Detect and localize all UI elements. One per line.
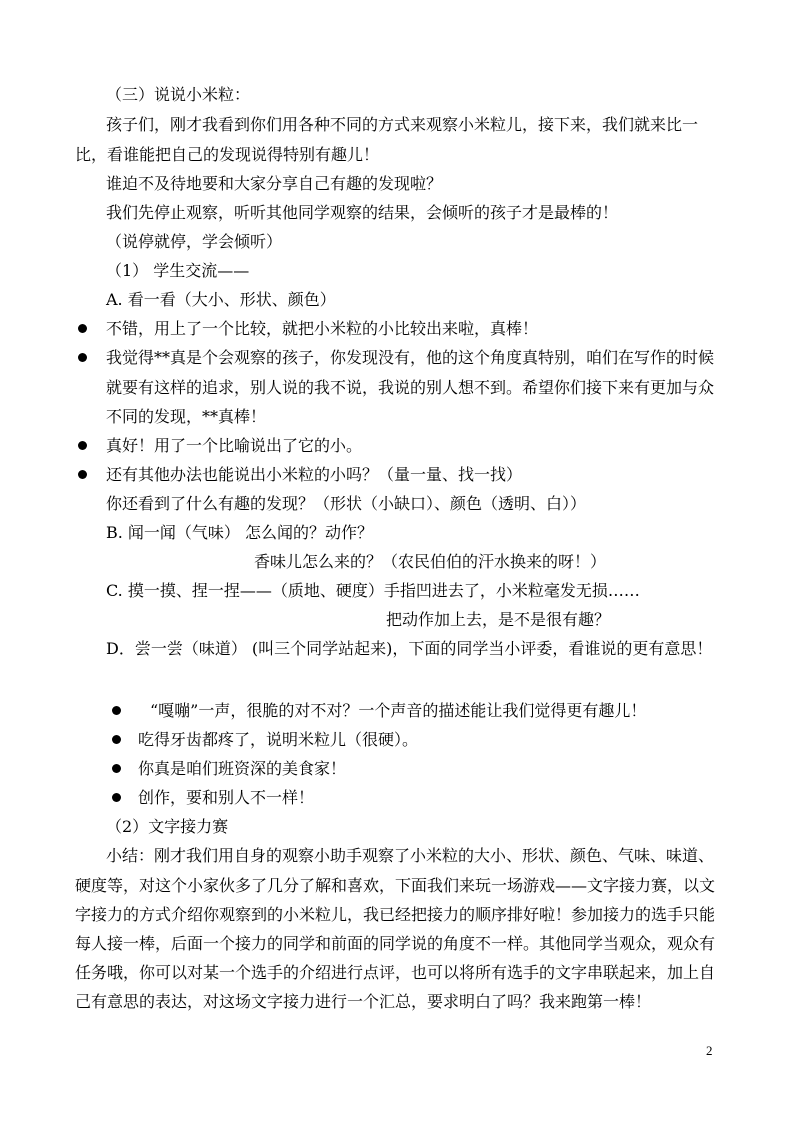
paragraph-line: 香味儿怎么来的？（农民伯伯的汗水换来的呀！）: [254, 552, 607, 571]
paragraph-line: 我们先停止观察，听听其他同学观察的结果，会倾听的孩子才是最棒的！: [106, 203, 619, 222]
subsection-heading: （1） 学生交流——: [106, 261, 250, 280]
list-item-label: C. 摸一摸、捏一捏——（质地、硬度）手指凹进去了，小米粒毫发无损……: [106, 581, 640, 600]
paragraph-line: 孩子们，刚才我看到你们用各种不同的方式来观察小米粒儿，接下来，我们就来比一: [106, 115, 699, 134]
bullet-text: 我觉得**真是个会观察的孩子，你发现没有，他的这个角度真特别，咱们在写作的时候: [106, 348, 715, 367]
list-item-label: D．尝一尝（味道） (叫三个同学站起来)，下面的同学当小评委，看谁说的更有意思！: [106, 639, 713, 658]
subsection-heading: （2）文字接力赛: [106, 817, 229, 836]
bullet-text: 不错，用上了一个比较，就把小米粒的小比较出来啦，真棒！: [106, 319, 539, 338]
bullet-text: 还有其他办法也能说出小米粒的小吗？（量一量、找一找）: [106, 465, 523, 484]
bullet-text: “嘎嘣”一声，很脆的对不对？一个声音的描述能让我们觉得更有趣儿！: [150, 701, 647, 720]
bullet-icon: [112, 793, 121, 802]
bullet-icon: [78, 353, 87, 362]
bullet-icon: [78, 470, 87, 479]
bullet-icon: [112, 706, 121, 715]
paragraph-line: （说停就停，学会倾听）: [106, 232, 283, 251]
summary-line: 小结：刚才我们用自身的观察小助手观察了小米粒的大小、形状、颜色、气味、味道、: [106, 846, 715, 865]
summary-line: 硬度等，对这个小家伙多了几分了解和喜欢，下面我们来玩一场游戏——文字接力赛，以文: [75, 876, 716, 895]
bullet-text: 你真是咱们班资深的美食家！: [138, 759, 347, 778]
bullet-icon: [112, 764, 121, 773]
bullet-icon: [112, 735, 121, 744]
bullet-icon: [78, 324, 87, 333]
summary-line: 每人接一棒，后面一个接力的同学和前面的同学说的角度不一样。其他同学当观众，观众有: [75, 934, 716, 953]
bullet-text: 真好！用了一个比喻说出了它的小。: [106, 436, 363, 455]
list-item-label: A. 看一看（大小、形状、颜色）: [106, 290, 336, 309]
summary-line: 任务哦，你可以对某一个选手的介绍进行点评，也可以将所有选手的文字串联起来，加上自: [75, 963, 716, 982]
bullet-text-continued: 不同的发现，**真棒！: [106, 407, 267, 426]
summary-line: 己有意思的表达，对这场文字接力进行一个汇总，要求明白了吗？我来跑第一棒！: [75, 992, 652, 1011]
section-heading: （三）说说小米粒：: [106, 85, 251, 104]
bullet-text-continued: 就要有这样的追求，别人说的我不说，我说的别人想不到。希望你们接下来有更加与众: [106, 378, 715, 397]
summary-line: 字接力的方式介绍你观察到的小米粒儿，我已经把接力的顺序排好啦！参加接力的选手只能: [75, 905, 716, 924]
list-item-label: B. 闻一闻（气味） 怎么闻的？动作？: [106, 523, 374, 542]
bullet-text-continued: 你还看到了什么有趣的发现？（形状（小缺口）、颜色（透明、白））: [106, 494, 587, 513]
paragraph-line: 谁迫不及待地要和大家分享自己有趣的发现啦？: [106, 174, 443, 193]
bullet-icon: [78, 441, 87, 450]
paragraph-line: 把动作加上去，是不是很有趣？: [386, 610, 611, 629]
paragraph-line: 比，看谁能把自己的发现说得特别有趣儿！: [75, 145, 380, 164]
bullet-text: 创作，要和别人不一样！: [138, 788, 315, 807]
page-number: 2: [706, 1043, 713, 1058]
bullet-text: 吃得牙齿都疼了，说明米粒儿（很硬）。: [138, 730, 419, 749]
